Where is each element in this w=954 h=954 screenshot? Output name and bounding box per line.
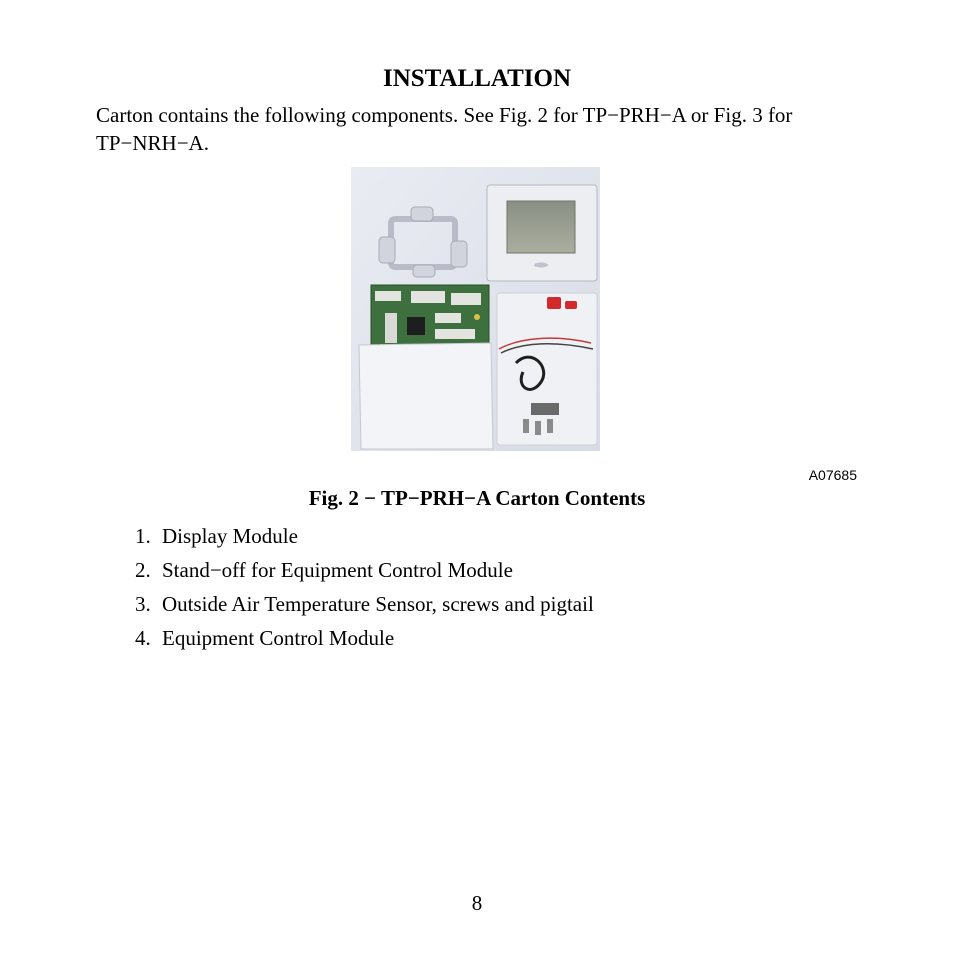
list-label: Stand−off for Equipment Control Module <box>162 558 513 582</box>
list-number: 1. <box>135 524 151 548</box>
list-label: Equipment Control Module <box>162 626 395 650</box>
figure-caption: Fig. 2 − TP−PRH−A Carton Contents <box>308 486 646 510</box>
list-item <box>135 587 594 621</box>
section-heading: INSTALLATION <box>382 65 571 92</box>
carton-contents-photo <box>351 167 600 451</box>
list-item <box>135 519 594 553</box>
list-number: 2. <box>135 558 151 582</box>
page-number: 8 <box>471 891 483 915</box>
component-list <box>135 519 594 655</box>
list-label: Outside Air Temperature Sensor, screws and pigtail <box>162 592 594 616</box>
list-number: 3. <box>135 592 151 616</box>
list-number: 4. <box>135 626 151 650</box>
intro-paragraph: Carton contains the following components. See Fig. 2 for TP−PRH−A or Fig. 3 for TP−NRH−A. <box>96 103 793 155</box>
list-item <box>135 621 594 655</box>
list-label: Display Module <box>162 524 298 548</box>
figure-code: A07685 <box>808 467 857 483</box>
list-item <box>135 553 594 587</box>
